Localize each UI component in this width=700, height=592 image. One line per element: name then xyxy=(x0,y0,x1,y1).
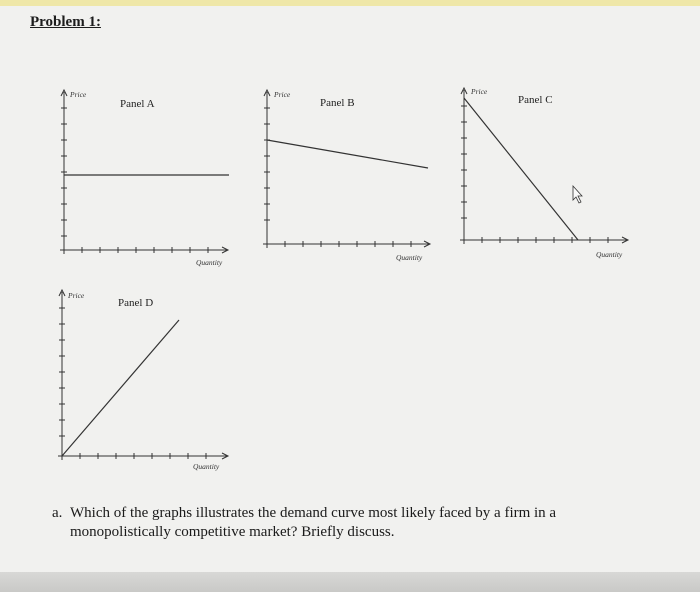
question-text: Which of the graphs illustrates the demand curve most likely faced by a firm in a monopolistically competitive market? Briefly discuss. xyxy=(70,505,557,540)
panel-b-title: Panel B xyxy=(320,97,355,109)
panel-a-price-label: Price xyxy=(70,90,87,99)
problem-title: Problem 1: xyxy=(30,14,101,30)
panel-d-quantity-label: Quantity xyxy=(193,462,220,471)
panel-d-price-label: Price xyxy=(68,291,85,300)
panel-d-ticks xyxy=(59,308,206,459)
panel-d-supply-curve xyxy=(62,320,179,456)
panel-b-price-label: Price xyxy=(274,90,291,99)
question-letter: a. xyxy=(52,505,63,521)
panel-c-price-label: Price xyxy=(471,87,488,96)
panel-c-title: Panel C xyxy=(518,94,553,106)
panel-d-title: Panel D xyxy=(118,297,154,309)
panel-a-quantity-label: Quantity xyxy=(196,258,223,267)
panel-c-quantity-label: Quantity xyxy=(596,250,623,259)
panel-a-title: Panel A xyxy=(120,98,155,110)
panel-b-quantity-label: Quantity xyxy=(396,253,423,262)
